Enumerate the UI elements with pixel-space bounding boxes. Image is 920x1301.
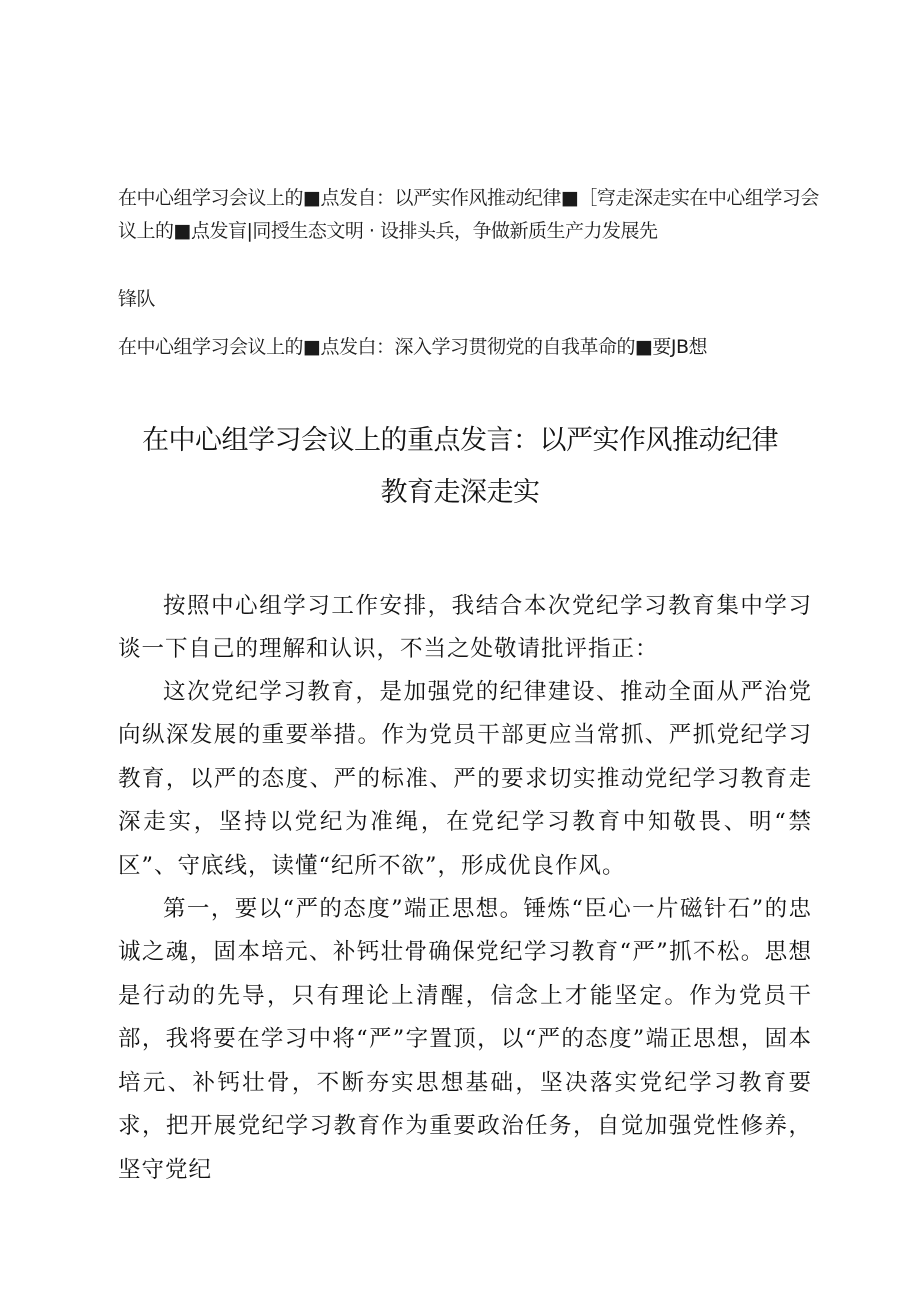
document-title-continued: 教育走深走实 <box>380 477 540 508</box>
related-title-line: 在中心组学习会议上的■点发自：以严实作风推动纪律■［穹走深走实在中心组学习会 <box>118 187 819 209</box>
related-title-line: 在中心组学习会议上的■点发白：深入学习贯彻党的自我革命的■要JB想 <box>118 336 708 358</box>
related-titles-block <box>118 182 818 316</box>
body-paragraph: 第一，要以“严的态度”端正思想。锤炼“臣心一片磁针石”的忠诚之魂，固本培元、补钙壮骨确保党纪学习教育“严”抓不松。思想是行动的先导，只有理论上清醒，信念上才能坚定。作为党员干部，我将要在学习中将“严”字置顶，以“严的态度”端正思想，固本培元、补钙壮骨，不断夯实思想基础，坚决落实党纪学习教育要求，把开展党纪学习教育作为重要政治任务，自觉加强党性修养，坚守党纪 <box>118 895 812 1183</box>
body-paragraph: 这次党纪学习教育，是加强党的纪律建设、推动全面从严治党向纵深发展的重要举措。作为党员干部更应当常抓、严抓党纪学习教育，以严的态度、严的标准、严的要求切实推动党纪学习教育走深走实，坚持以党纪为准绳，在党纪学习教育中知敬畏、明“禁区”、守底线，读懂“纪所不欲”，形成优良作风。 <box>118 678 812 879</box>
related-title-line: 锋队 <box>118 288 156 310</box>
body-paragraph: 按照中心组学习工作安排，我结合本次党纪学习教育集中学习谈一下自己的理解和认识，不当之处敬请批评指正： <box>118 592 812 662</box>
document-title: 在中心组学习会议上的重点发言：以严实作风推动纪律 <box>142 425 778 456</box>
related-title-line: 议上的■点发盲|同授生态文明 · 设排头兵，争做新质生产力发展先 <box>118 220 658 242</box>
